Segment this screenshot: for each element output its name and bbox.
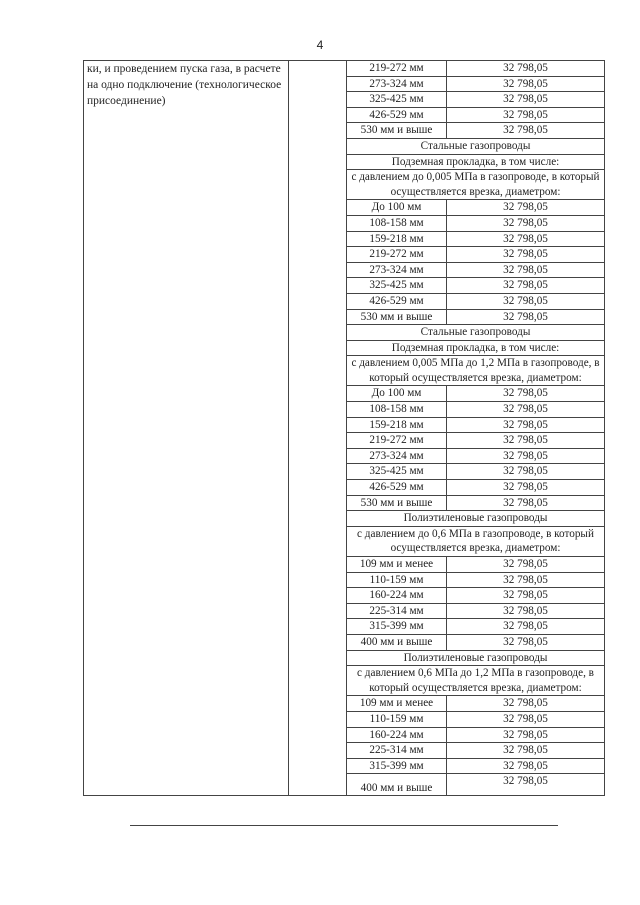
diameter-cell: 219-272 мм bbox=[347, 61, 447, 77]
price-cell: 32 798,05 bbox=[447, 743, 605, 759]
price-cell: 32 798,05 bbox=[447, 448, 605, 464]
price-cell: 32 798,05 bbox=[447, 92, 605, 108]
diameter-cell: 273-324 мм bbox=[347, 76, 447, 92]
section-header: с давлением до 0,6 МПа в газопроводе, в который осуществляется врезка, диаметром: bbox=[347, 526, 605, 556]
service-description: ки, и проведением пуска газа, в расчете на одно подключение (технологическое присоединение) bbox=[84, 61, 289, 796]
diameter-cell: 225-314 мм bbox=[347, 603, 447, 619]
section-header: с давлением 0,005 МПа до 1,2 МПа в газопроводе, в который осуществляется врезка, диаметром: bbox=[347, 356, 605, 386]
diameter-cell: До 100 мм bbox=[347, 386, 447, 402]
diameter-cell: 108-158 мм bbox=[347, 402, 447, 418]
price-cell: 32 798,05 bbox=[447, 262, 605, 278]
price-cell: 32 798,05 bbox=[447, 215, 605, 231]
diameter-cell: 159-218 мм bbox=[347, 231, 447, 247]
price-cell: 32 798,05 bbox=[447, 557, 605, 573]
price-cell: 32 798,05 bbox=[447, 107, 605, 123]
diameter-cell: 219-272 мм bbox=[347, 247, 447, 263]
section-header: Подземная прокладка, в том числе: bbox=[347, 340, 605, 356]
diameter-cell: 225-314 мм bbox=[347, 743, 447, 759]
section-header: Стальные газопроводы bbox=[347, 138, 605, 154]
price-cell: 32 798,05 bbox=[447, 76, 605, 92]
price-cell: 32 798,05 bbox=[447, 61, 605, 77]
diameter-cell: 315-399 мм bbox=[347, 758, 447, 774]
diameter-cell: 530 мм и выше bbox=[347, 123, 447, 139]
diameter-cell: 315-399 мм bbox=[347, 619, 447, 635]
price-cell: 32 798,05 bbox=[447, 727, 605, 743]
price-cell: 32 798,05 bbox=[447, 200, 605, 216]
price-cell: 32 798,05 bbox=[447, 247, 605, 263]
price-cell: 32 798,05 bbox=[447, 603, 605, 619]
price-cell: 32 798,05 bbox=[447, 588, 605, 604]
diameter-cell: 426-529 мм bbox=[347, 293, 447, 309]
table-row bbox=[84, 61, 605, 77]
diameter-cell: 110-159 мм bbox=[347, 572, 447, 588]
diameter-cell: 273-324 мм bbox=[347, 448, 447, 464]
diameter-cell: 530 мм и выше bbox=[347, 309, 447, 325]
price-cell: 32 798,05 bbox=[447, 123, 605, 139]
diameter-cell: 159-218 мм bbox=[347, 417, 447, 433]
diameter-cell: 160-224 мм bbox=[347, 588, 447, 604]
price-cell: 32 798,05 bbox=[447, 696, 605, 712]
price-cell: 32 798,05 bbox=[447, 293, 605, 309]
diameter-cell: 110-159 мм bbox=[347, 711, 447, 727]
diameter-cell: 530 мм и выше bbox=[347, 495, 447, 511]
section-header: Подземная прокладка, в том числе: bbox=[347, 154, 605, 170]
diameter-cell: 400 мм и выше bbox=[347, 774, 447, 796]
section-header: Стальные газопроводы bbox=[347, 325, 605, 341]
section-header: с давлением до 0,005 МПа в газопроводе, в который осуществляется врезка, диаметром: bbox=[347, 170, 605, 200]
section-header: с давлением 0,6 МПа до 1,2 МПа в газопроводе, в который осуществляется врезка, диаметром: bbox=[347, 666, 605, 696]
price-cell: 32 798,05 bbox=[447, 433, 605, 449]
price-cell: 32 798,05 bbox=[447, 309, 605, 325]
diameter-cell: 426-529 мм bbox=[347, 107, 447, 123]
price-cell: 32 798,05 bbox=[447, 278, 605, 294]
diameter-cell: 426-529 мм bbox=[347, 480, 447, 496]
section-header: Полиэтиленовые газопроводы bbox=[347, 650, 605, 666]
price-cell: 32 798,05 bbox=[447, 711, 605, 727]
price-cell: 32 798,05 bbox=[447, 495, 605, 511]
diameter-cell: 219-272 мм bbox=[347, 433, 447, 449]
diameter-cell: 325-425 мм bbox=[347, 464, 447, 480]
price-cell: 32 798,05 bbox=[447, 386, 605, 402]
diameter-cell: 400 мм и выше bbox=[347, 634, 447, 650]
price-cell: 32 798,05 bbox=[447, 758, 605, 774]
price-cell: 32 798,05 bbox=[447, 634, 605, 650]
diameter-cell: 109 мм и менее bbox=[347, 557, 447, 573]
price-cell: 32 798,05 bbox=[447, 464, 605, 480]
price-cell: 32 798,05 bbox=[447, 572, 605, 588]
price-cell: 32 798,05 bbox=[447, 480, 605, 496]
footer-line bbox=[130, 825, 558, 826]
tariff-table bbox=[83, 60, 605, 796]
diameter-cell: 325-425 мм bbox=[347, 278, 447, 294]
diameter-cell: 325-425 мм bbox=[347, 92, 447, 108]
empty-cell bbox=[289, 61, 347, 796]
price-cell: 32 798,05 bbox=[447, 231, 605, 247]
price-cell: 32 798,05 bbox=[447, 417, 605, 433]
price-cell: 32 798,05 bbox=[447, 774, 605, 796]
diameter-cell: 273-324 мм bbox=[347, 262, 447, 278]
diameter-cell: 160-224 мм bbox=[347, 727, 447, 743]
diameter-cell: 108-158 мм bbox=[347, 215, 447, 231]
page-number: 4 bbox=[316, 38, 324, 52]
price-cell: 32 798,05 bbox=[447, 402, 605, 418]
diameter-cell: До 100 мм bbox=[347, 200, 447, 216]
section-header: Полиэтиленовые газопроводы bbox=[347, 511, 605, 527]
diameter-cell: 109 мм и менее bbox=[347, 696, 447, 712]
price-cell: 32 798,05 bbox=[447, 619, 605, 635]
